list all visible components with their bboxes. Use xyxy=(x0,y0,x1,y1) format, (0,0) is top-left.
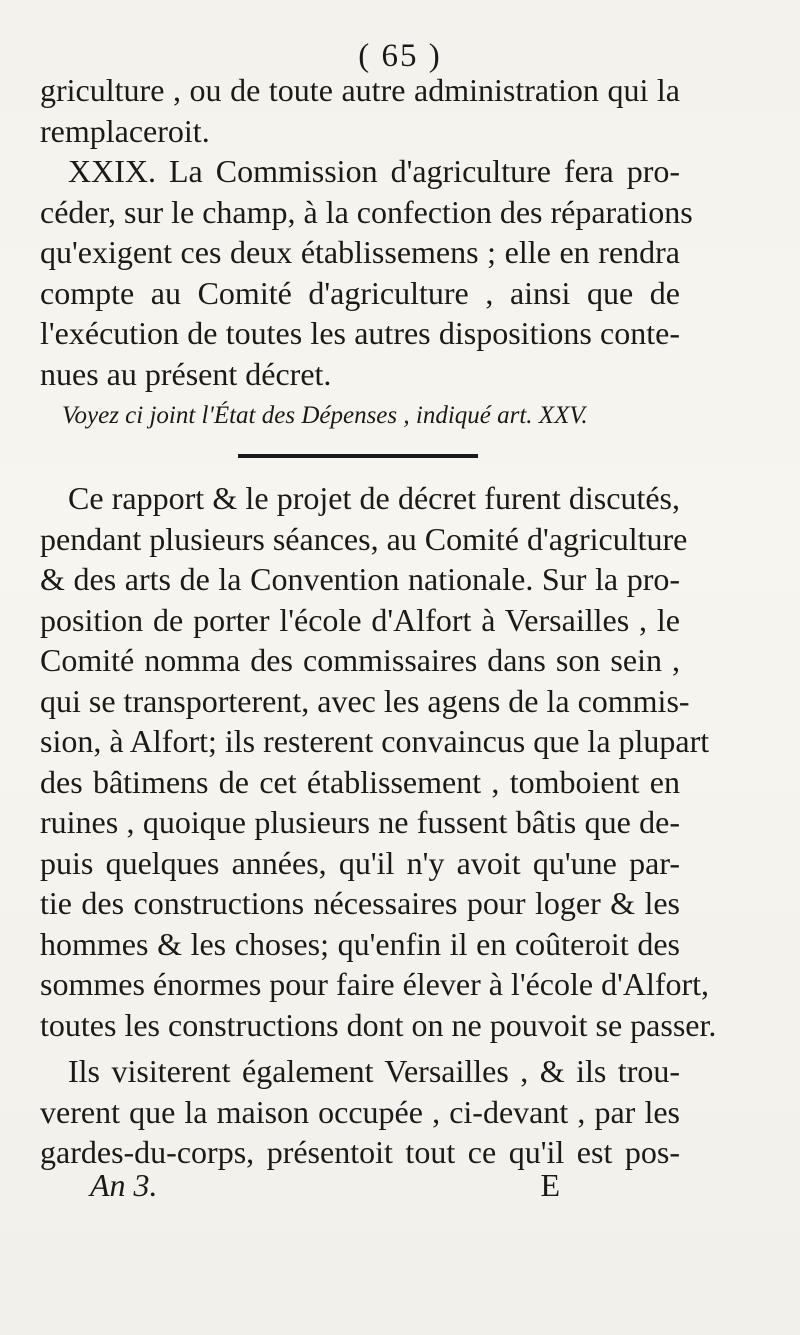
text-line: toutes les constructions dont on ne pouvoit se passer. xyxy=(40,1006,717,1043)
article-continuation xyxy=(40,70,693,394)
section-divider xyxy=(238,454,478,458)
text-line: Ce rapport & le projet de décret furent discutés, xyxy=(68,480,680,516)
text-line: ruines , quoique plusieurs ne fussent bâtis que de- xyxy=(40,804,680,840)
text-line: qu'exigent ces deux établissemens ; elle en rendra xyxy=(40,234,680,270)
text-line: sion, à Alfort; ils resterent convaincus que la plupart xyxy=(40,723,710,759)
signature-letter: E xyxy=(540,1167,560,1203)
signature-mark: An 3. xyxy=(90,1167,158,1203)
text-line: remplaceroit. xyxy=(40,112,210,149)
text-line: des bâtimens de cet établissement , tomboient en xyxy=(40,763,680,800)
text-line: qui se transporterent, avec les agens de la commis- xyxy=(40,682,690,719)
text-line: compte au Comité d'agriculture , ainsi que de xyxy=(40,274,680,311)
page-number: ( 65 ) xyxy=(358,38,442,74)
text-line: griculture , ou de toute autre administration qui la xyxy=(40,72,680,108)
text-line: sommes énormes pour faire élever à l'école d'Alfort, xyxy=(40,966,710,1002)
text-line: pendant plusieurs séances, au Comité d'agriculture xyxy=(40,520,688,557)
text-line: hommes & les choses; qu'enfin il en coûteroit des xyxy=(40,925,680,962)
text-line: gardes-du-corps, présentoit tout ce qu'il est pos- xyxy=(40,1134,680,1170)
text-line: l'exécution de toutes les autres dispositions conte- xyxy=(40,315,680,351)
paragraph-report xyxy=(40,478,717,1045)
text-line: Comité nomma des commissaires dans son sein , xyxy=(40,642,680,678)
expense-note: Voyez ci joint l'État des Dépenses , indiqué art. XXV. xyxy=(62,402,588,429)
text-line: tie des constructions nécessaires pour loger & les xyxy=(40,885,680,921)
paragraph-versailles xyxy=(40,1051,680,1173)
text-line: céder, sur le champ, à la confection des réparations xyxy=(40,193,693,230)
text-line: position de porter l'école d'Alfort à Versailles , le xyxy=(40,601,680,638)
page-footer xyxy=(90,1165,560,1205)
text-line: & des arts de la Convention nationale. Sur la pro- xyxy=(40,561,680,597)
article-heading-line: XXIX. La Commission d'agriculture fera pro- xyxy=(68,153,680,189)
text-line: puis quelques années, qu'il n'y avoit qu'une par- xyxy=(40,844,680,881)
text-line: Ils visiterent également Versailles , & ils trou- xyxy=(68,1053,680,1089)
text-line: nues au présent décret. xyxy=(40,355,332,392)
body-text xyxy=(40,70,717,1173)
text-line: verent que la maison occupée , ci-devant , par les xyxy=(40,1093,680,1130)
